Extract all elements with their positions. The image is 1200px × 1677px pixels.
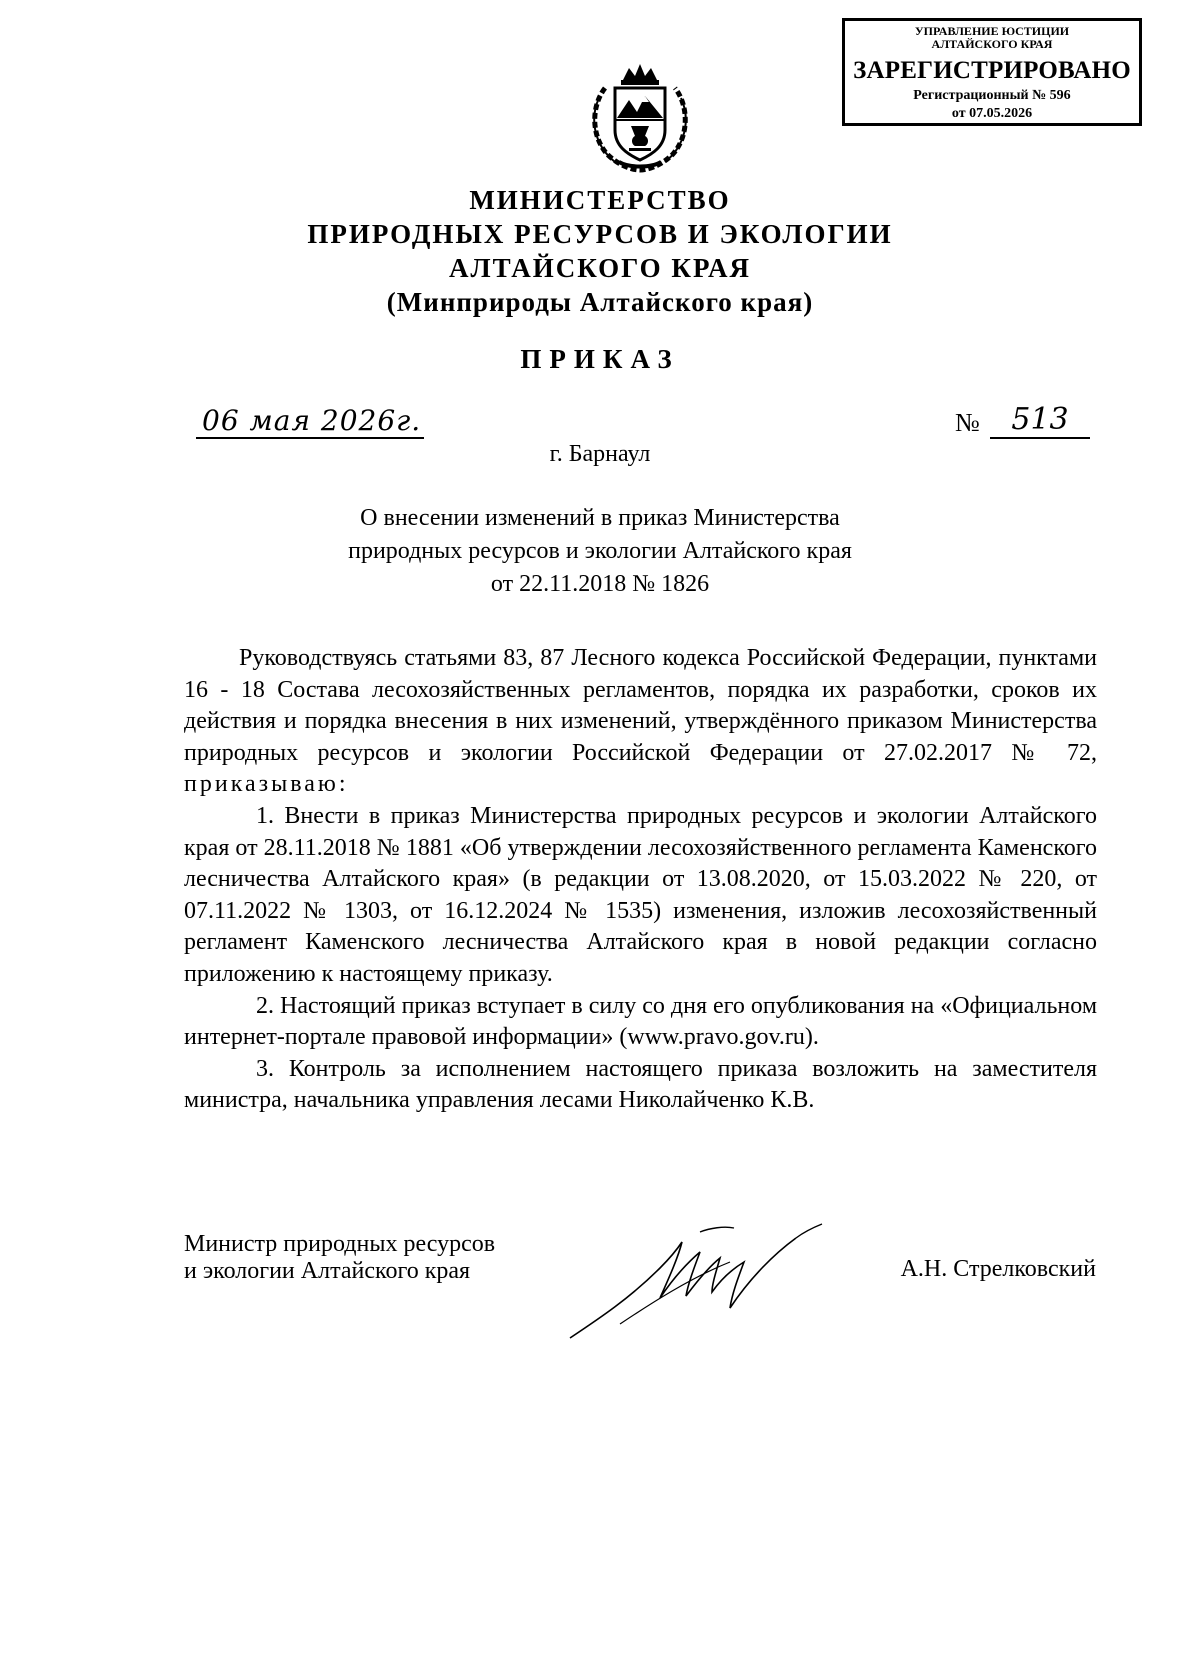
- handwritten-date: 06 мая 2026г.: [196, 404, 424, 439]
- org-line3: АЛТАЙСКОГО КРАЯ: [448, 253, 752, 283]
- subject-line1: О внесении изменений в приказ Министерства: [360, 505, 840, 531]
- stamp-department-line1: УПРАВЛЕНИЕ ЮСТИЦИИ: [914, 24, 1070, 38]
- handwritten-number: 513: [990, 402, 1090, 439]
- org-short-name: (Минприроды Алтайского края): [386, 287, 814, 317]
- order-subject: [0, 502, 1200, 601]
- stamp-reg-number: Регистрационный № 596: [913, 87, 1071, 103]
- stamp-reg-date: от 07.05.2026: [951, 106, 1033, 122]
- position-line1: Министр природных ресурсов: [184, 1231, 496, 1257]
- org-line1: МИНИСТЕРСТВО: [469, 185, 731, 215]
- stamp-department-line2: АЛТАЙСКОГО КРАЯ: [931, 37, 1053, 52]
- preamble-text: Руководствуясь статьями 83, 87 Лесного кодекса Российской Федерации, пунктами 16 - 18 Состава лесохозяйственных регламентов, порядка их разработки, сроков их действия и порядка внесения в них изменений, утверждённого приказом Министерства природных ресурсов и экологии Российской Федерации от 27.02.2017 № 72,: [184, 645, 1097, 766]
- order-item-3: 3. Контроль за исполнением настоящего приказа возложить на заместителя министра, начальника управления лесами Николайченко К.В.: [184, 1055, 1097, 1114]
- signatory-position: [184, 1231, 495, 1285]
- stamp-title: ЗАРЕГИСТРИРОВАНО: [853, 57, 1131, 85]
- order-item-1: 1. Внести в приказ Министерства природных ресурсов и экологии Алтайского края от 28.11.2018 № 1881 «Об утверждении лесохозяйственного регламента Каменского лесничества Алтайского края» (в редакции от 13.08.2020, от 15.03.2022 № 220, от 07.11.2022 № 1303, от 16.12.2024 № 1535) изменения, изложив лесохозяйственный регламент Каменского лесничества Алтайского края в новой редакции согласно приложению к настоящему приказу.: [184, 802, 1097, 987]
- city: г. Барнаул: [549, 441, 651, 467]
- number-label: №: [955, 408, 980, 437]
- coat-of-arms-icon: [585, 58, 695, 176]
- handwritten-signature-icon: [560, 1218, 840, 1348]
- order-item-2: 2. Настоящий приказ вступает в силу со дня его опубликования на «Официальном интернет-портале правовой информации» (www.pravo.gov.ru).: [184, 992, 1097, 1051]
- document-type: ПРИКАЗ: [520, 344, 680, 374]
- signatory-name: А.Н. Стрелковский: [900, 1256, 1096, 1282]
- preamble-paragraph: [184, 643, 1097, 801]
- org-line2: ПРИРОДНЫХ РЕСУРСОВ И ЭКОЛОГИИ: [307, 219, 893, 249]
- registration-stamp: [842, 18, 1142, 126]
- subject-line3: от 22.11.2018 № 1826: [490, 571, 710, 597]
- order-word: приказываю:: [184, 771, 349, 798]
- subject-line2: природных ресурсов и экологии Алтайского края: [348, 538, 852, 564]
- position-line2: и экологии Алтайского края: [184, 1258, 471, 1284]
- organization-header: [0, 183, 1200, 319]
- order-body: [184, 643, 1097, 1117]
